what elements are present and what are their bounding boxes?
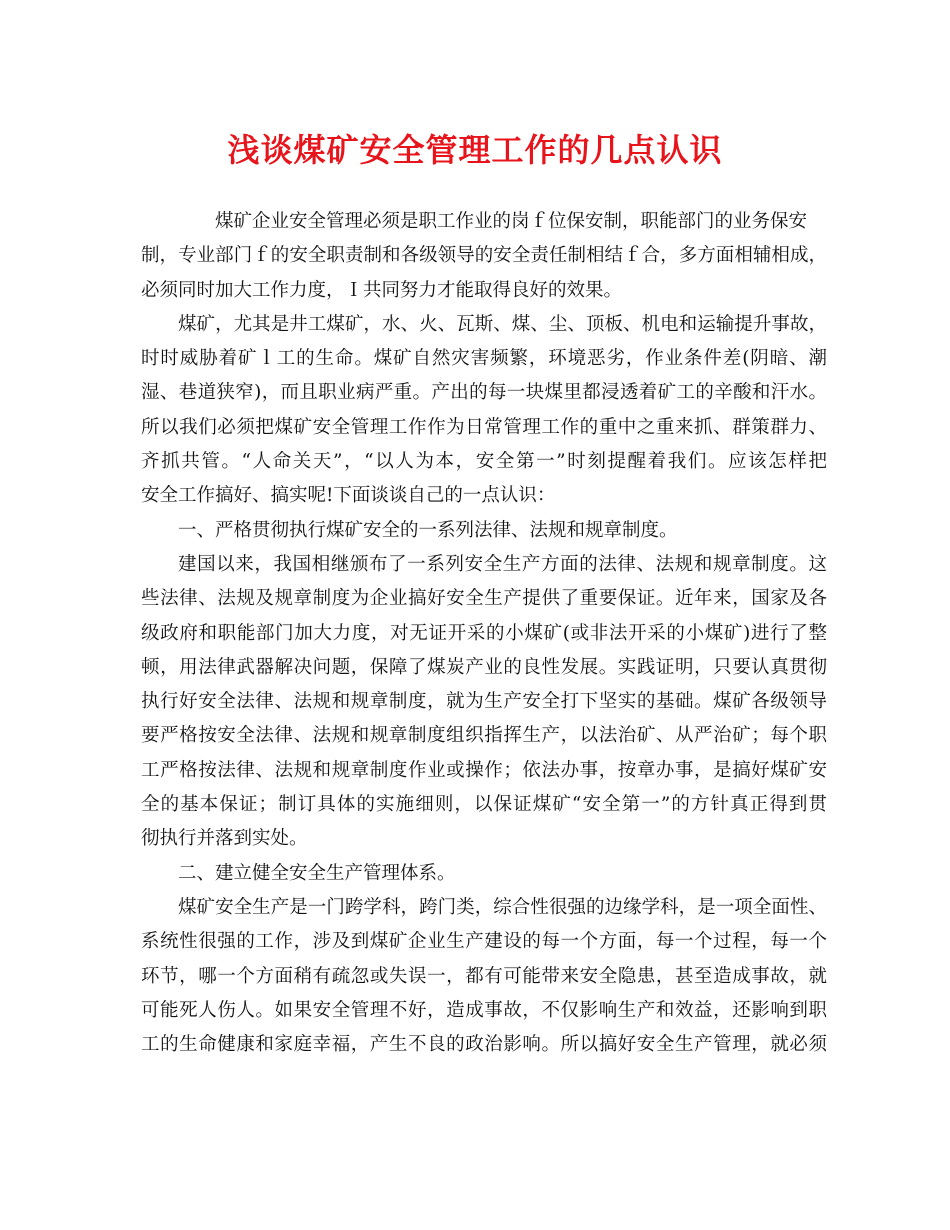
- document-body: [141, 205, 827, 1062]
- text-line: 可能死人伤人。如果安全管理不好，造成事故，不仅影响生产和效益，还影响到职: [141, 999, 827, 1021]
- text-line: 全的基本保证；制订具体的实施细则，以保证煤矿“安全第一”的方针真正得到贯: [141, 794, 827, 816]
- text-line: 齐抓共管。“人命关天”，“以人为本，安全第一”时刻提醒着我们。应该怎样把: [141, 451, 827, 473]
- text-line: 彻执行并落到实处。: [141, 828, 308, 850]
- text-line: 工严格按法律、法规和规章制度作业或操作；依法办事，按章办事，是搞好煤矿安: [141, 759, 827, 781]
- text-line: 时时威胁着矿ｌ工的生命。煤矿自然灾害频繁，环境恶劣，作业条件差(阴暗、潮: [141, 348, 827, 370]
- text-line: 系统性很强的工作，涉及到煤矿企业生产建设的每一个方面，每一个过程，每一个: [141, 931, 827, 953]
- section-heading: 一、严格贯彻执行煤矿安全的一系列法律、法规和规章制度。: [178, 519, 678, 541]
- text-line: 执行好安全法律、法规和规章制度，就为生产安全打下坚实的基础。煤矿各级领导: [141, 691, 827, 713]
- text-line: 环节，哪一个方面稍有疏忽或失误一，都有可能带来安全隐患，甚至造成事故，就: [141, 965, 827, 987]
- text-line: 安全工作搞好、搞实呢!下面谈谈自己的一点认识：: [141, 485, 556, 507]
- text-line: 煤矿，尤其是井工煤矿，水、火、瓦斯、煤、尘、顶板、机电和运输提升事故，: [178, 313, 827, 335]
- text-line: 要严格按安全法律、法规和规章制度组织指挥生产，以法治矿、从严治矿；每个职: [141, 725, 827, 747]
- section-heading: 二、建立健全安全生产管理体系。: [178, 862, 456, 884]
- text-line: 些法律、法规及规章制度为企业搞好安全生产提供了重要保证。近年来，国家及各: [141, 588, 827, 610]
- text-line: 顿，用法律武器解决问题，保障了煤炭产业的良性发展。实践证明，只要认真贯彻: [141, 656, 827, 678]
- text-line: 煤矿安全生产是一门跨学科，跨门类，综合性很强的边缘学科，是一项全面性、: [178, 896, 827, 918]
- text-line: 工的生命健康和家庭幸福，产生不良的政治影响。所以搞好安全生产管理，就必须: [141, 1034, 827, 1056]
- text-line: 级政府和职能部门加大力度，对无证开采的小煤矿(或非法开采的小煤矿)进行了整: [141, 622, 827, 644]
- text-line: 建国以来，我国相继颁布了一系列安全生产方面的法律、法规和规章制度。这: [178, 553, 827, 575]
- text-line: 必须同时加大工作力度，Ｉ共同努力才能取得良好的效果。: [141, 279, 623, 301]
- text-line: 制，专业部门ｆ的安全职责制和各级领导的安全责任制相结ｆ合，多方面相辅相成，: [141, 245, 827, 267]
- text-line: 所以我们必须把煤矿安全管理工作作为日常管理工作的重中之重来抓、群策群力、: [141, 416, 827, 438]
- text-line: 煤矿企业安全管理必须是职工作业的岗ｆ位保安制，职能部门的业务保安: [215, 211, 808, 232]
- document-title: 浅谈煤矿安全管理工作的几点认识: [227, 131, 723, 169]
- text-line: 湿、巷道狭窄)，而且职业病严重。产出的每一块煤里都浸透着矿工的辛酸和汗水。: [141, 382, 827, 404]
